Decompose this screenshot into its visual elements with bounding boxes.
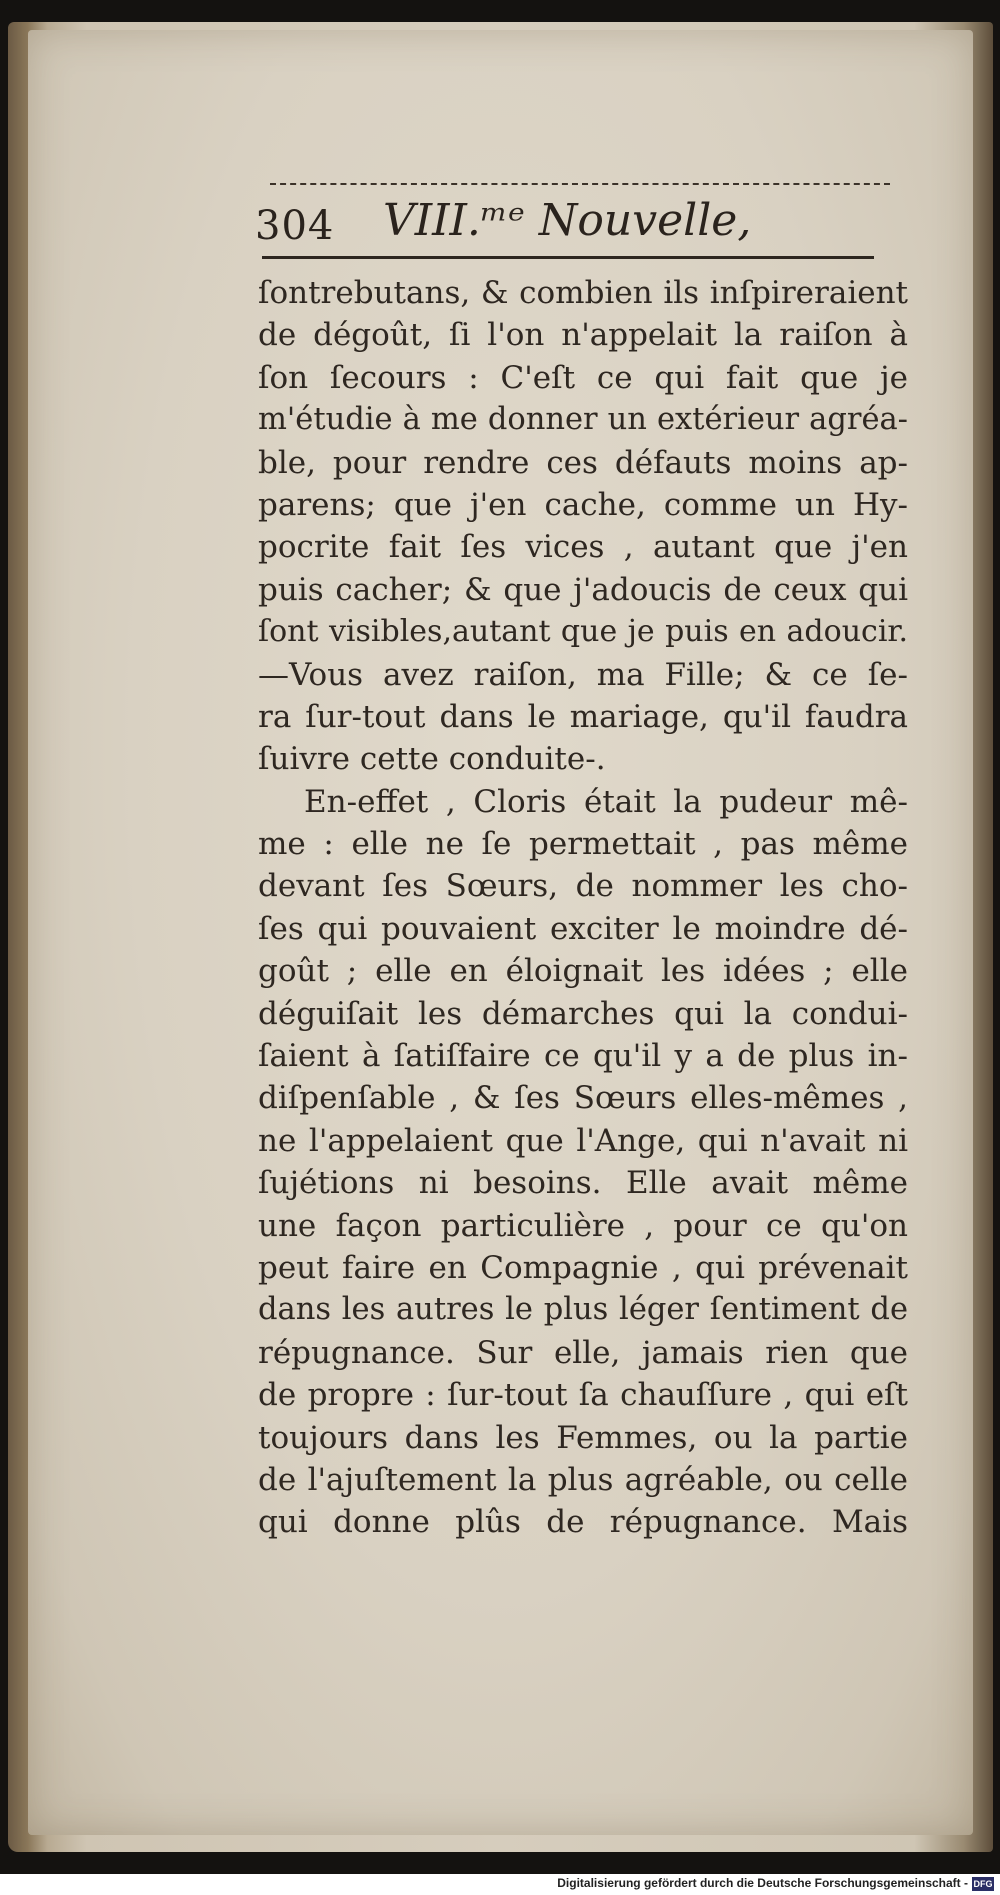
text-line: devant ſes Sœurs, de nommer les cho- <box>258 868 908 905</box>
text-line: ne l'appelaient que l'Ange, qui n'avait ni <box>258 1122 908 1159</box>
text-line: En-effet , Cloris était la pudeur mê- <box>304 783 908 820</box>
text-line: ſontrebutans, & combien ils inſpireraient <box>258 275 908 311</box>
text-line: de dégoût, ſi l'on n'appelait la raiſon à <box>258 317 908 354</box>
text-line: ſaient à ſatiſfaire ce qu'il y a de plus in- <box>258 1038 908 1075</box>
text-line: dans les autres le plus léger ſentiment de <box>258 1292 908 1328</box>
text-line: ſuivre cette conduite-. <box>258 741 606 778</box>
text-line: puis cacher; & que j'adoucis de ceux qui <box>258 571 908 608</box>
page-number: 304 <box>255 203 335 249</box>
running-header <box>255 195 895 255</box>
text-line: de l'ajuſtement la plus agréable, ou celle <box>258 1461 908 1498</box>
header-top-rule <box>270 183 890 185</box>
text-line: toujours dans les Femmes, ou la partie <box>258 1419 908 1456</box>
text-line: de propre : ſur-tout ſa chauſſure , qui eſt <box>258 1377 908 1414</box>
funding-credit: Digitalisierung gefördert durch die Deutsche Forschungsgemeinschaft - <box>557 1876 968 1890</box>
text-line: qui donne plûs de répugnance. Mais <box>258 1504 908 1541</box>
text-line: ra ſur-tout dans le mariage, qu'il faudra <box>258 698 908 735</box>
text-line: parens; que j'en cache, comme un Hy- <box>258 486 908 523</box>
text-line: me : elle ne ſe permettait , pas même <box>258 826 908 863</box>
text-line: une façon particulière , pour ce qu'on <box>258 1207 908 1244</box>
text-line: goût ; elle en éloignait les idées ; elle <box>258 953 908 990</box>
text-line: m'étudie à me donner un extérieur agréa- <box>258 402 908 438</box>
text-line: ble, pour rendre ces défauts moins ap- <box>258 444 908 481</box>
text-line: répugnance. Sur elle, jamais rien que <box>258 1334 908 1371</box>
text-line: déguiſait les démarches qui la condui- <box>258 995 908 1032</box>
body-text <box>258 272 908 1544</box>
dfg-logo: DFG <box>973 1879 993 1889</box>
header-bottom-rule <box>262 256 874 259</box>
text-line: ſes qui pouvaient exciter le moindre dé- <box>258 910 908 947</box>
text-line: pocrite fait ſes vices , autant que j'en <box>258 529 908 566</box>
text-line: —Vous avez raiſon, ma Fille; & ce ſe- <box>258 656 908 693</box>
text-line: diſpenſable , & ſes Sœurs elles-mêmes , <box>258 1080 908 1117</box>
text-line: peut faire en Compagnie , qui prévenait <box>258 1249 908 1286</box>
text-line: ſon ſecours : C'eſt ce qui fait que je <box>258 359 908 396</box>
text-line: ſujétions ni besoins. Elle avait même <box>258 1165 908 1202</box>
digitization-footer <box>0 1874 1000 1895</box>
running-title: VIII.ᵐᵉ Nouvelle, <box>383 195 752 246</box>
text-line: ſont visibles,autant que je puis en adoucir. <box>258 614 908 650</box>
